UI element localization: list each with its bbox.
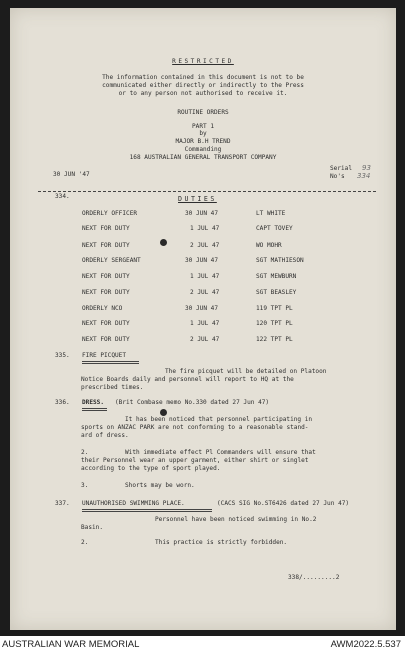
serial-label: Serial	[330, 165, 353, 172]
section-number: 334.	[55, 193, 70, 200]
footer-bar	[0, 636, 405, 653]
duty-person: SGT BEASLEY	[256, 289, 297, 296]
author-role: Commanding	[184, 146, 222, 153]
swimming-heading: UNAUTHORISED SWIMMING PLACE.	[82, 500, 185, 507]
duty-role: ORDERLY SERGEANT	[82, 257, 141, 264]
section-number: 336.	[55, 399, 70, 406]
duty-date: 30 JUN 47	[185, 210, 219, 217]
body-line: With immediate effect Pl Commanders will ensure that	[125, 449, 316, 456]
duties-heading: DUTIES	[178, 195, 217, 203]
duty-date: 30 JUN 47	[185, 257, 219, 264]
duty-person: SGT MEWBURN	[256, 273, 297, 280]
fire-picquet-heading: FIRE PICQUET	[82, 352, 127, 359]
duty-date: 1 JUL 47	[190, 320, 220, 327]
section-number: 335.	[55, 352, 70, 359]
duty-role: NEXT FOR DUTY	[82, 336, 130, 343]
serial-handwritten: 93	[362, 164, 371, 172]
paragraph-number: 2.	[81, 539, 89, 546]
unit-name: 168 AUSTRALIAN GENERAL TRANSPORT COMPANY	[129, 154, 277, 161]
order-date: 30 JUN '47	[53, 171, 90, 178]
body-line: sports on ANZAC PARK are not conforming to a reasonable stand-	[81, 424, 309, 431]
punch-hole	[160, 239, 167, 246]
duty-role: NEXT FOR DUTY	[82, 273, 130, 280]
notice-line: The information contained in this document is not to be	[102, 74, 304, 81]
dress-heading: DRESS.	[82, 399, 105, 406]
duty-role: NEXT FOR DUTY	[82, 242, 130, 249]
duty-date: 1 JUL 47	[190, 273, 220, 280]
duty-date: 2 JUL 47	[190, 242, 220, 249]
by-label: by	[199, 130, 207, 137]
duty-date: 1 JUL 47	[190, 225, 220, 232]
footer-institution: AUSTRALIAN WAR MEMORIAL	[2, 639, 140, 650]
body-line: This practice is strictly forbidden.	[155, 539, 288, 546]
duty-date: 2 JUL 47	[190, 289, 220, 296]
body-line: prescribed times.	[81, 384, 144, 391]
body-line: Shorts may be worn.	[125, 482, 195, 489]
document-page	[10, 8, 396, 630]
duty-role: ORDERLY OFFICER	[82, 210, 138, 217]
paragraph-number: 3.	[81, 482, 89, 489]
duty-person: 119 TPT PL	[256, 305, 293, 312]
duty-role: NEXT FOR DUTY	[82, 225, 130, 232]
part-number: PART 1	[191, 123, 214, 130]
section-number: 337.	[55, 500, 70, 507]
notice-line: or to any person not authorised to receive it.	[118, 90, 288, 97]
duty-date: 30 JUN 47	[185, 305, 219, 312]
serial-handwritten: 334	[357, 172, 371, 180]
paragraph-number: 2.	[81, 449, 89, 456]
heading-underline	[82, 361, 139, 364]
body-line: Basin.	[81, 524, 104, 531]
duty-role: ORDERLY NCO	[82, 305, 123, 312]
body-line: Notice Boards daily and personnel will report to HQ at the	[81, 376, 294, 383]
continuation-marker: 338/.........2	[288, 574, 340, 581]
body-line: It has been noticed that personnel participating in	[125, 416, 313, 423]
swimming-reference: (CACS SIG No.ST6426 dated 27 Jun 47)	[217, 500, 350, 507]
punch-hole	[160, 409, 167, 416]
duty-date: 2 JUL 47	[190, 336, 220, 343]
dress-reference: (Brit Combase memo No.330 dated 27 Jun 47)	[115, 399, 270, 406]
document-title: ROUTINE ORDERS	[177, 109, 229, 116]
body-line: Personnel have been noticed swimming in No.2	[155, 516, 317, 523]
heading-underline	[82, 509, 212, 512]
duty-person: LT WHITE	[256, 210, 286, 217]
duty-person: 120 TPT PL	[256, 320, 293, 327]
duty-person: CAPT TOVEY	[256, 225, 293, 232]
duty-role: NEXT FOR DUTY	[82, 289, 130, 296]
body-line: according to the type of sport played.	[81, 465, 221, 472]
serial-label: No's	[330, 173, 345, 180]
footer-accession-number: AWM2022.5.537	[330, 639, 401, 650]
body-line: ard of dress.	[81, 432, 129, 439]
notice-line: communicated either directly or indirectly to the Press	[102, 82, 304, 89]
duty-role: NEXT FOR DUTY	[82, 320, 130, 327]
body-line: The fire picquet will be detailed on Platoon	[165, 368, 327, 375]
duty-person: WO MOHR	[256, 242, 282, 249]
body-line: their Personnel wear an upper garment, either shirt or singlet	[81, 457, 309, 464]
header-divider	[38, 191, 376, 192]
duty-person: SGT MATHIESON	[256, 257, 304, 264]
author-name: MAJOR B.H TREND	[175, 138, 231, 145]
heading-underline	[82, 408, 107, 411]
restricted-heading: RESTRICTED	[172, 58, 234, 65]
duty-person: 122 TPT PL	[256, 336, 293, 343]
